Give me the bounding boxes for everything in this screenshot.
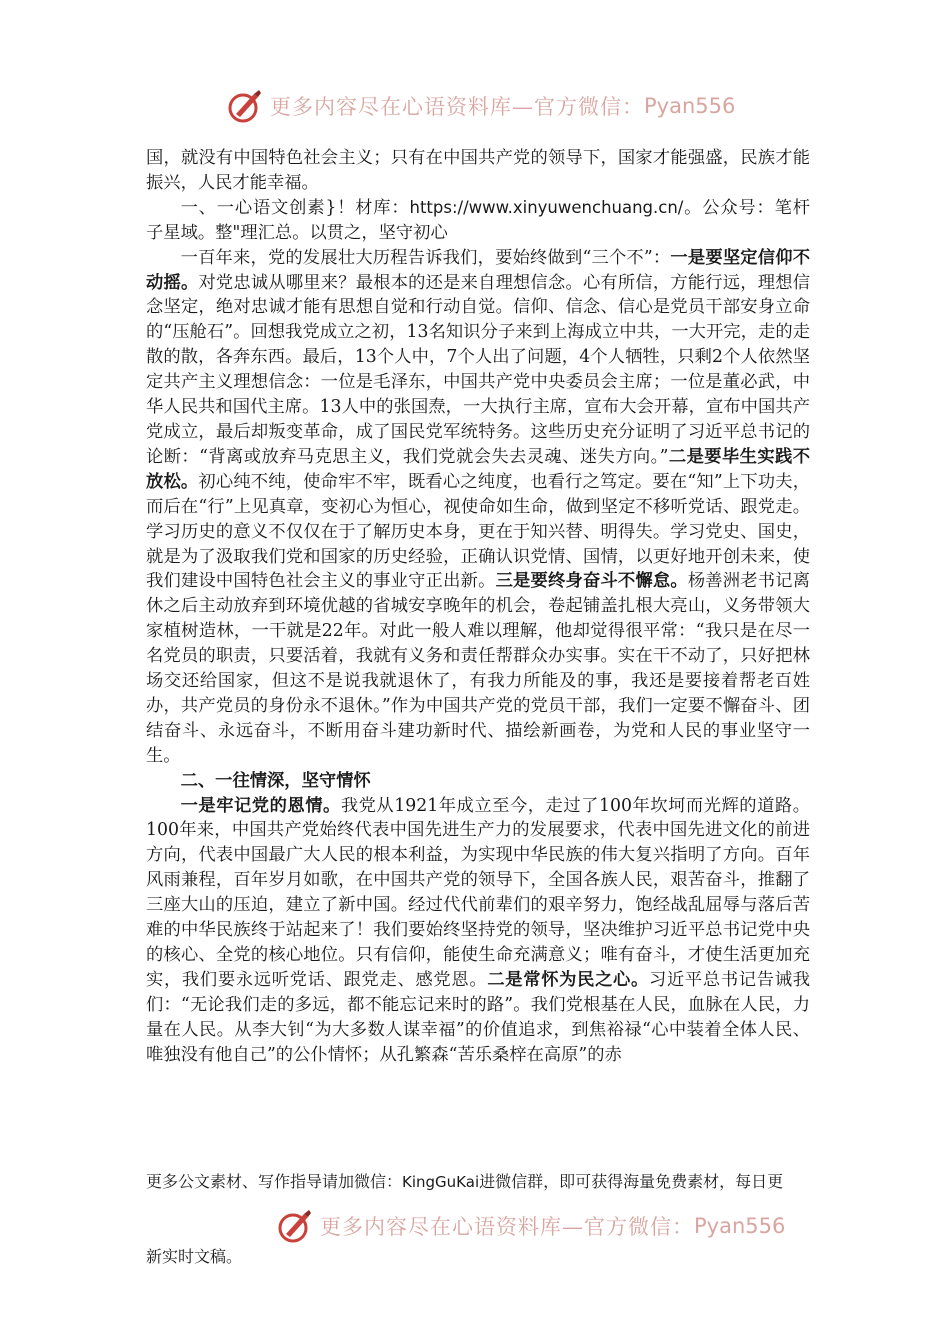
website-link[interactable]: https://www.xinyuwenchuang.cn/ — [409, 197, 684, 217]
footer-wechat-id: KingGuKai — [402, 1173, 480, 1191]
header-banner — [0, 86, 950, 126]
footer-banner — [0, 1206, 950, 1246]
footer-note-continued: 新实时文稿。 — [146, 1247, 243, 1266]
text-run: 杨善洲老书记离休之后主动放弃到环境优越的省城安享晚年的机会，卷起铺盖扎根大亮山，义务带领大家植树造林，一干就是22年。对此一般人难以理解，他却觉得很平常：“我只是在尽一名党员的职责，只要活着，我就有义务和责任帮群众办实事。实在干不动了，只好把林场交还给国家，但这不是说我就退休了，有我力所能及的事，我还是要接着帮老百姓办，共产党员的身份永不退休。”作为中国共产党的党员干部，我们一定要不懈奋斗、团结奋斗、永远奋斗，不断用奋斗建功新时代、描绘新画卷，为党和人民的事业坚守一生。 — [146, 571, 810, 766]
bold-point: 三是要终身奋斗不懈怠。 — [495, 571, 688, 592]
pen-logo-icon — [278, 1208, 314, 1244]
section-heading — [146, 196, 810, 246]
text-run: 。公众号：笔杆子星域。整"理汇总。以贯之，坚守初心 — [146, 197, 810, 243]
footer-note — [146, 1170, 810, 1194]
text-run: 初心纯不纯，使命牢不牢，既看心之纯度，也看行之笃定。要在“知”上下功夫，而后在“行”上见真章，变初心为恒心，视使命如生命，做到坚定不移听党话、跟党走。学习历史的意义不仅仅在于了解历史本身，更在于知兴替、明得失。学习党史、国史，就是为了汲取我们党和国家的历史经验，正确认识党情、国情，以更好地开创未来，使我们建设中国特色社会主义的事业守正出新。 — [146, 471, 810, 592]
text-run: 我党从1921年成立至今，走过了100年坎坷而光辉的道路。100年来，中国共产党始终代表中国先进生产力的发展要求，代表中国先进文化的前进方向，代表中国最广大人民的根本利益，为实现中华民族的伟大复兴指明了方向。百年风雨兼程，百年岁月如歌，在中国共产党的领导下，全国各族人民，艰苦奋斗，推翻了三座大山的压迫，建立了新中国。经过代代前辈们的艰辛努力，饱经战乱屈辱与落后苦难的中华民族终于站起来了！我们要始终坚持党的领导，坚决维护习近平总书记党中央的核心、全党的核心地位。只有信仰，能使生命充满意义；唯有奋斗，才使生活更加充实，我们要永远听党话、跟党走、感党恩。 — [146, 795, 810, 990]
bold-point: 一是要坚定信仰不动摇。 — [146, 247, 810, 293]
banner-wechat-id: Pyan556 — [694, 1214, 786, 1238]
paragraph — [146, 146, 810, 196]
text-run: 国，就没有中国特色社会主义；只有在中国共产党的领导下，国家才能强盛，民族才能振兴，人民才能幸福。 — [146, 148, 810, 193]
bold-point: 一是牢记党的恩情。 — [180, 795, 341, 816]
banner-text: 更多内容尽在心语资料库—官方微信： — [320, 1215, 694, 1239]
text-run: 一百年来，党的发展壮大历程告诉我们，要始终做到“三个不”： — [180, 247, 671, 268]
paragraph — [146, 246, 810, 769]
banner-text: 更多内容尽在心语资料库—官方微信： — [270, 95, 644, 119]
banner-wechat-id: Pyan556 — [644, 94, 736, 118]
bold-point: 二是要毕生实践不放松。 — [146, 446, 810, 492]
paragraph — [146, 794, 810, 1068]
text-run: 更多公文素材、写作指导请加微信： — [146, 1172, 403, 1191]
text-run: 进微信群，即可获得海量免费素材，每日更 — [479, 1172, 784, 1191]
document-body — [146, 146, 810, 1068]
text-run: 对党忠诚从哪里来？最根本的还是来自理想信念。心有所信，方能行远，理想信念坚定，绝对忠诚才能有思想自觉和行动自觉。信仰、信念、信心是党员干部安身立命的“压舱石”。回想我党成立之初，13名知识分子来到上海成立中共，一大开完，走的走散的散，各奔东西。最后，13个人中，7个人出了问题，4个人牺牲，只剩2个人依然坚定共产主义理想信念：一位是毛泽东，中国共产党中央委员会主席；一位是董必武，中华人民共和国代主席。13人中的张国焘，一大执行主席，宣布大会开幕，宣布中国共产党成立，最后却叛变革命，成了国民党军统特务。这些历史充分证明了习近平总书记的论断：“背离或放弃马克思主义，我们党就会失去灵魂、迷失方向。” — [146, 272, 810, 467]
pen-logo-icon — [228, 88, 264, 124]
text-run: 习近平总书记告诫我们：“无论我们走的多远，都不能忘记来时的路”。我们党根基在人民，血脉在人民，力量在人民。从李大钊“为大多数人谋幸福”的价值追求，到焦裕禄“心中装着全体人民、唯独没有他自己”的公仆情怀；从孔繁森“苦乐桑梓在高原”的赤 — [146, 969, 810, 1065]
section-heading: 二、一往情深，坚守情怀 — [180, 770, 371, 791]
text-run: 一、一心语文创素}！材库： — [180, 197, 410, 218]
bold-point: 二是常怀为民之心。 — [487, 969, 649, 990]
